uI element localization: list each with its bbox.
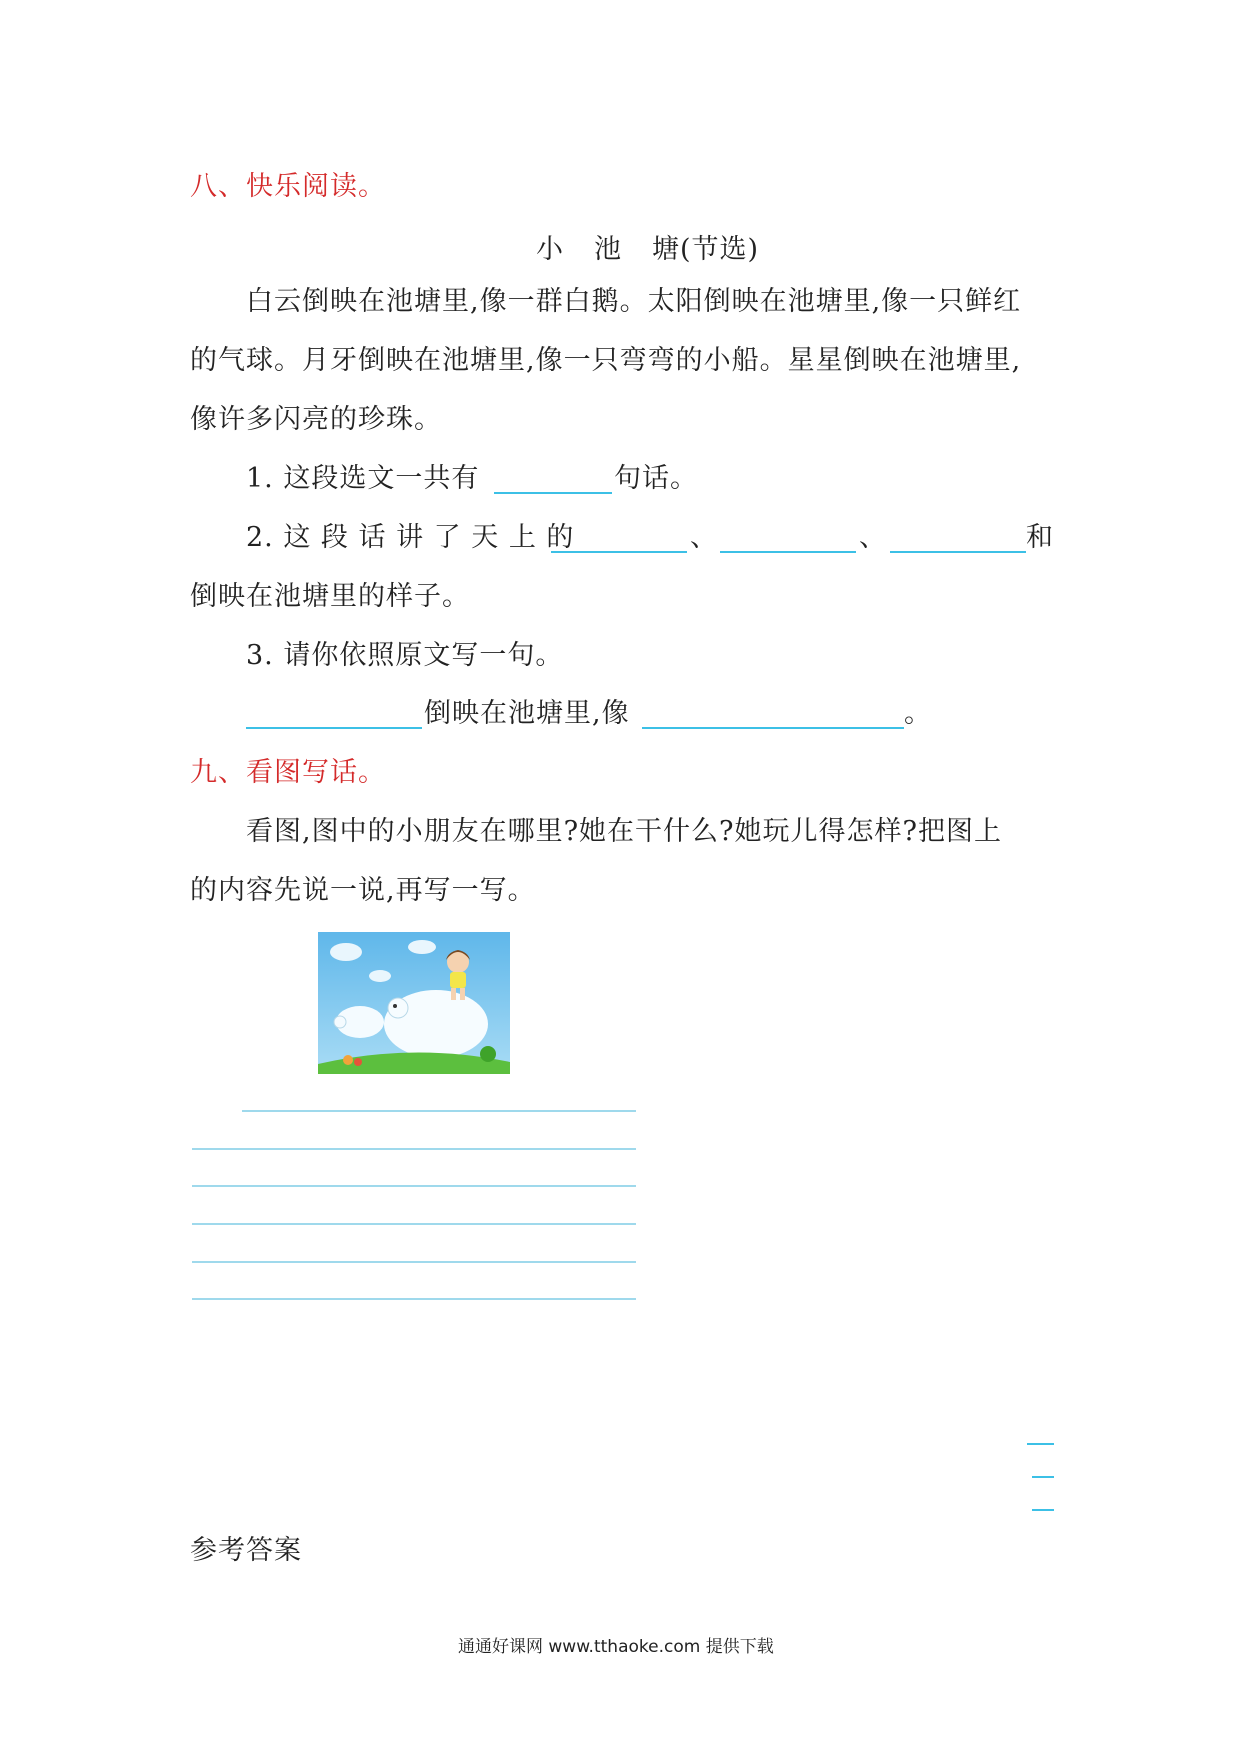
question-2-end: 和 bbox=[1026, 522, 1054, 553]
writing-line-6[interactable] bbox=[192, 1298, 636, 1300]
footer-credit: 通通好课网 www.tthaoke.com 提供下载 bbox=[458, 1637, 774, 1657]
section-8-heading: 八、快乐阅读。 bbox=[190, 171, 386, 202]
instruction-line-1: 看图,图中的小朋友在哪里?她在干什么?她玩儿得怎样?把图上 bbox=[246, 816, 1003, 847]
question-1-suffix: 句话。 bbox=[614, 463, 698, 494]
answer-blank-q1[interactable] bbox=[494, 492, 612, 494]
writing-line-3[interactable] bbox=[192, 1185, 636, 1187]
passage-title bbox=[536, 227, 759, 266]
writing-line-5[interactable] bbox=[192, 1261, 636, 1263]
question-3-middle: 倒映在池塘里,像 bbox=[424, 698, 630, 729]
question-3-end: 。 bbox=[904, 698, 932, 729]
title-char-1: 小 bbox=[536, 234, 564, 265]
question-2-separator-2: 、 bbox=[859, 522, 887, 553]
title-suffix: (节选) bbox=[680, 234, 760, 265]
title-char-3: 塘 bbox=[652, 234, 680, 265]
passage-line-1: 白云倒映在池塘里,像一群白鹅。太阳倒映在池塘里,像一只鲜红 bbox=[246, 286, 1022, 317]
answer-blank-q2-3[interactable] bbox=[890, 551, 1026, 553]
margin-mark-2 bbox=[1032, 1476, 1054, 1478]
illustration-girl-on-cloud-sheep bbox=[318, 932, 510, 1074]
question-2-prefix: 2. 这 段 话 讲 了 天 上 的 bbox=[246, 522, 575, 553]
passage-line-3: 像许多闪亮的珍珠。 bbox=[190, 404, 442, 435]
question-2-separator-1: 、 bbox=[690, 522, 718, 553]
margin-mark-3 bbox=[1032, 1509, 1054, 1511]
answer-blank-q3-1[interactable] bbox=[246, 727, 422, 729]
writing-line-1[interactable] bbox=[242, 1110, 636, 1112]
question-1-prefix: 1. 这段选文一共有 bbox=[246, 463, 480, 494]
instruction-line-2: 的内容先说一说,再写一写。 bbox=[190, 875, 536, 906]
answer-blank-q2-1[interactable] bbox=[551, 551, 687, 553]
answer-blank-q2-2[interactable] bbox=[720, 551, 856, 553]
section-9-heading: 九、看图写话。 bbox=[190, 757, 386, 788]
answers-heading: 参考答案 bbox=[190, 1535, 302, 1566]
illustration-svg bbox=[318, 932, 510, 1074]
writing-line-2[interactable] bbox=[192, 1148, 636, 1150]
question-3-text: 3. 请你依照原文写一句。 bbox=[246, 640, 564, 671]
question-2-line-2: 倒映在池塘里的样子。 bbox=[190, 581, 470, 612]
passage-line-2: 的气球。月牙倒映在池塘里,像一只弯弯的小船。星星倒映在池塘里, bbox=[190, 345, 1022, 376]
margin-mark-1 bbox=[1027, 1443, 1054, 1445]
writing-line-4[interactable] bbox=[192, 1223, 636, 1225]
title-char-2: 池 bbox=[594, 234, 622, 265]
answer-blank-q3-2[interactable] bbox=[642, 727, 904, 729]
